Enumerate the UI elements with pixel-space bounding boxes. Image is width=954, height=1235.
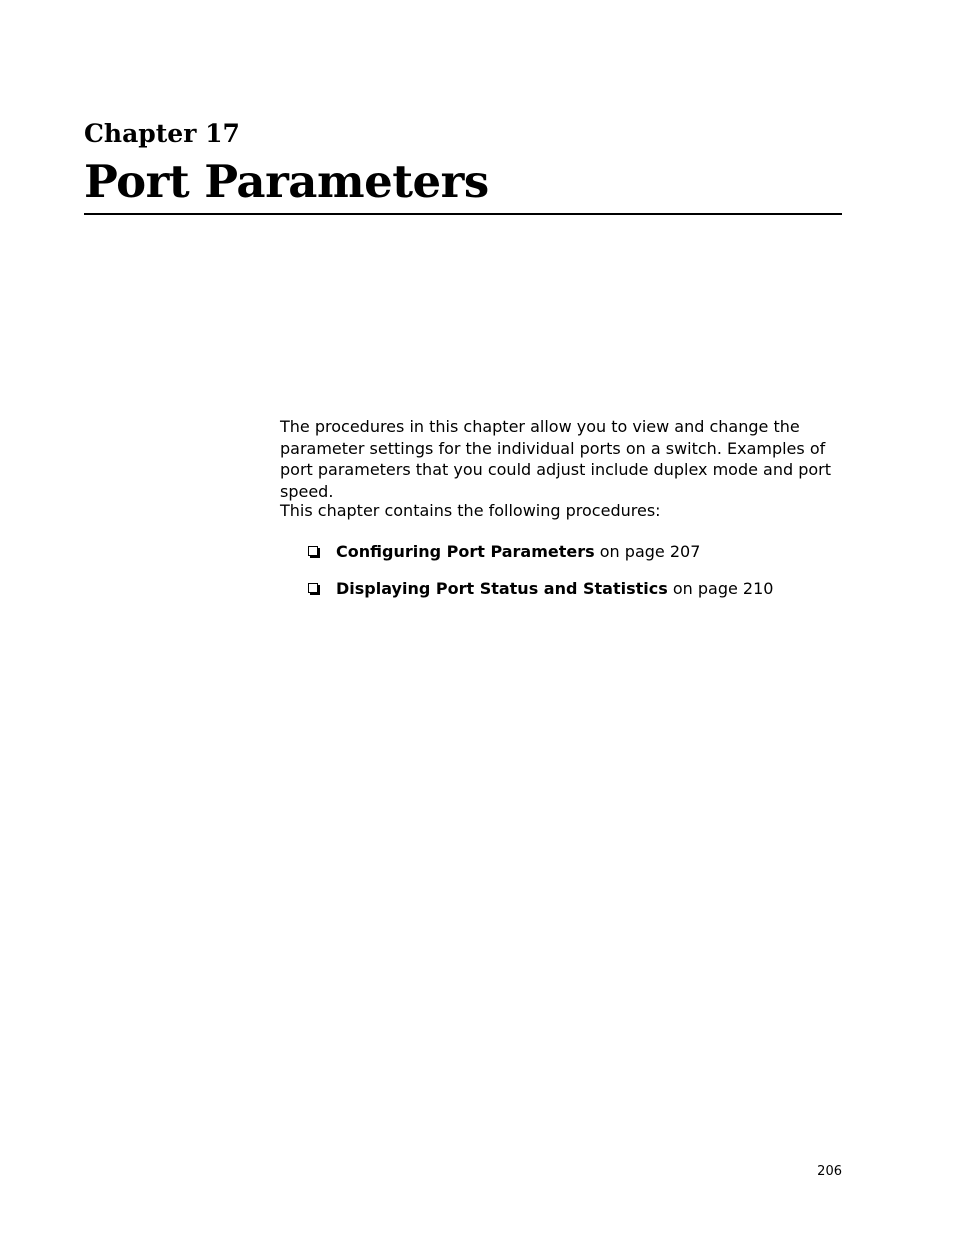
procedure-link-configuring-port-parameters[interactable]: Configuring Port Parameters bbox=[336, 542, 595, 561]
checkbox-bullet-icon bbox=[308, 583, 318, 593]
procedure-list bbox=[306, 541, 773, 615]
checkbox-bullet-icon bbox=[308, 546, 318, 556]
intro-paragraph: The procedures in this chapter allow you to view and change the parameter settings for the individual ports on a switch. Examples of port parameters that you could adjust include duplex mode and port speed. bbox=[280, 417, 832, 501]
procedure-list-item bbox=[306, 541, 773, 578]
page-reference: on page 207 bbox=[599, 542, 701, 561]
procedures-lead-text: This chapter contains the following procedures: bbox=[280, 501, 661, 520]
chapter-label: Chapter 17 bbox=[84, 119, 240, 148]
chapter-title: Port Parameters bbox=[84, 155, 489, 208]
page-number: 206 bbox=[817, 1164, 842, 1179]
procedure-link-displaying-port-status[interactable]: Displaying Port Status and Statistics bbox=[336, 579, 668, 598]
page-reference: on page 210 bbox=[672, 579, 774, 598]
title-divider bbox=[84, 213, 842, 215]
procedure-list-item bbox=[306, 578, 773, 615]
